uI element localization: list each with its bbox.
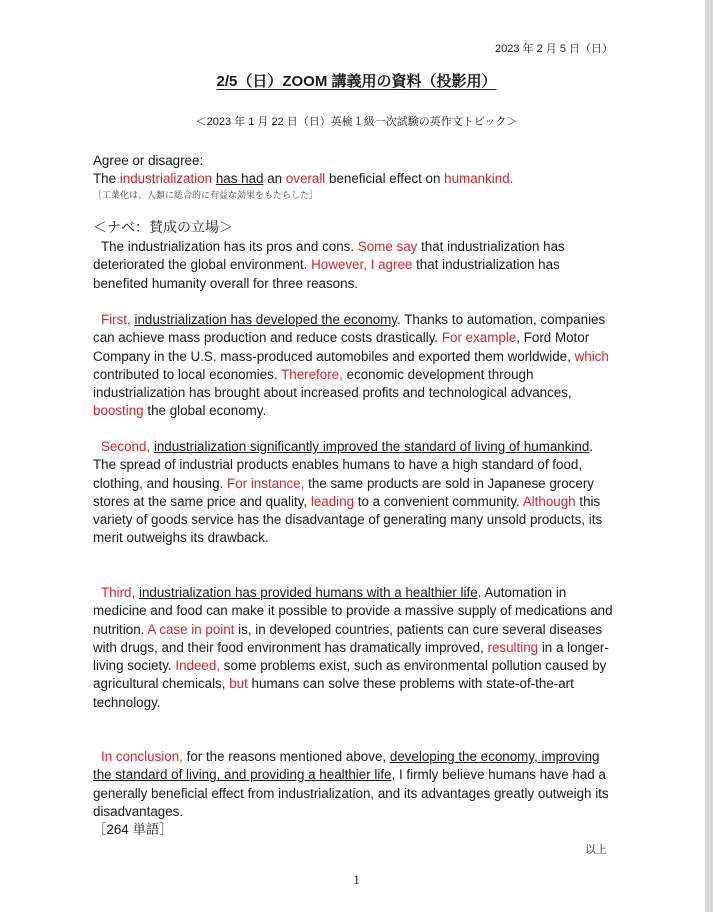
transition-word: In conclusion, [101,749,183,764]
essay-prompt [93,152,615,201]
transition-word: resulting [487,639,539,655]
paragraph-text: . Automation in medicine and food can make it possible to provide a massive supply of medications and nutrition. [93,585,613,637]
paragraph-text: . Thanks to automation, companies can achieve mass production and reduce costs drastically. [93,312,606,346]
document-date: 2023 年 2 月 5 日（日） [495,43,613,55]
paragraph-text: is, in developed countries, patients can cure several diseases with drugs, and their food environment has dramatically improved, [93,621,603,655]
transition-word: boosting [93,403,144,419]
prompt-text: The [93,171,120,187]
intro-text: that industrialization has benefited humanity overall for three reasons. [93,257,560,291]
body-paragraph-2 [93,438,615,548]
position-heading: ＜ナベ：賛成の立場＞ [93,219,233,235]
body-paragraph-3 [93,584,615,712]
paragraph-text: some problems exist, such as environmental pollution caused by agricultural chemicals, [93,658,607,692]
transition-word: Therefore, [281,366,343,382]
intro-phrase: However, I agree [311,257,413,273]
paragraph-text: the global economy. [143,403,267,419]
prompt-keyword: industrialization [119,171,213,187]
transition-word: For instance, [227,475,305,491]
prompt-keyword: overall [285,171,326,187]
prompt-line-2 [93,170,615,188]
paragraph-text: , I firmly believe humans have had a generally beneficial effect from industrialization, and its advantages greatly outweigh its disadvantages. [93,767,609,819]
transition-word: For example [441,330,517,346]
paragraph-text: , Ford Motor Company in the U.S. mass-produced automobiles and exported them worldwide, [93,330,590,364]
prompt-line-1: Agree or disagree: [93,153,204,168]
page-number: 1 [353,872,360,887]
transition-word: Second, [101,439,151,454]
page-edge [705,0,713,912]
prompt-text: an [263,171,286,187]
body-paragraph-1 [93,311,615,421]
transition-word: Although [522,493,576,509]
word-count: ［264 単語］ [93,822,173,838]
end-mark: 以上 [585,844,607,856]
paragraph-text: . The spread of industrial products enables humans to have a high standard of food, clothing, and housing. [93,439,594,491]
topic-sentence: industrialization has developed the economy [134,312,398,327]
topic-sentence: developing the economy, improving the standard of living, and providing a healthier life [93,749,600,783]
transition-word: Third, [101,585,136,600]
paragraph-text: in a longer-living society. [93,639,609,674]
transition-word: leading [310,493,355,509]
prompt-translation-note: ［工業化は、人類に総合的に有益な効果をもたらした］ [93,189,319,200]
intro-text: that industrialization has deteriorated the global environment. [93,239,565,273]
topic-sentence: industrialization significantly improved the standard of living of humankind [153,439,590,454]
paragraph-text: economic development through industrialization has brought about increased profits and technological advances, [93,366,572,401]
document-title-text: 2/5（日）ZOOM 講義用の資料（投影用） [216,73,497,90]
prompt-underlined: has had [215,171,264,187]
intro-paragraph [93,238,615,293]
prompt-text: beneficial effect on [325,171,445,187]
transition-word: but [229,676,248,692]
paragraph-text: the same products are sold in Japanese grocery stores at the same price and quality, [93,475,594,509]
paragraph-text: to a convenient community. [354,493,523,509]
transition-word: A case in point [147,621,235,637]
intro-phrase: Some say [357,239,418,254]
paragraph-text: for the reasons mentioned above, [182,749,390,764]
paragraph-text: contributed to local economies. [93,366,282,382]
intro-text: The industrialization has its pros and cons. [101,239,358,254]
conclusion-paragraph [93,748,615,839]
document-subtitle: ＜2023 年 1 月 22 日（日）英検１級一次試験の英作文トピック＞ [195,116,518,128]
transition-word: which [574,348,609,364]
paragraph-text: this variety of goods service has the disadvantage of generating many unsold products, its merit outweighs its drawback. [93,493,603,546]
prompt-keyword: humankind. [444,171,514,187]
paragraph-text: humans can solve these problems with state-of-the-art technology. [93,676,574,710]
transition-word: First, [101,312,131,327]
topic-sentence: industrialization has provided humans with a healthier life [138,585,478,600]
transition-word: Indeed, [175,658,221,674]
document-title [0,70,713,91]
